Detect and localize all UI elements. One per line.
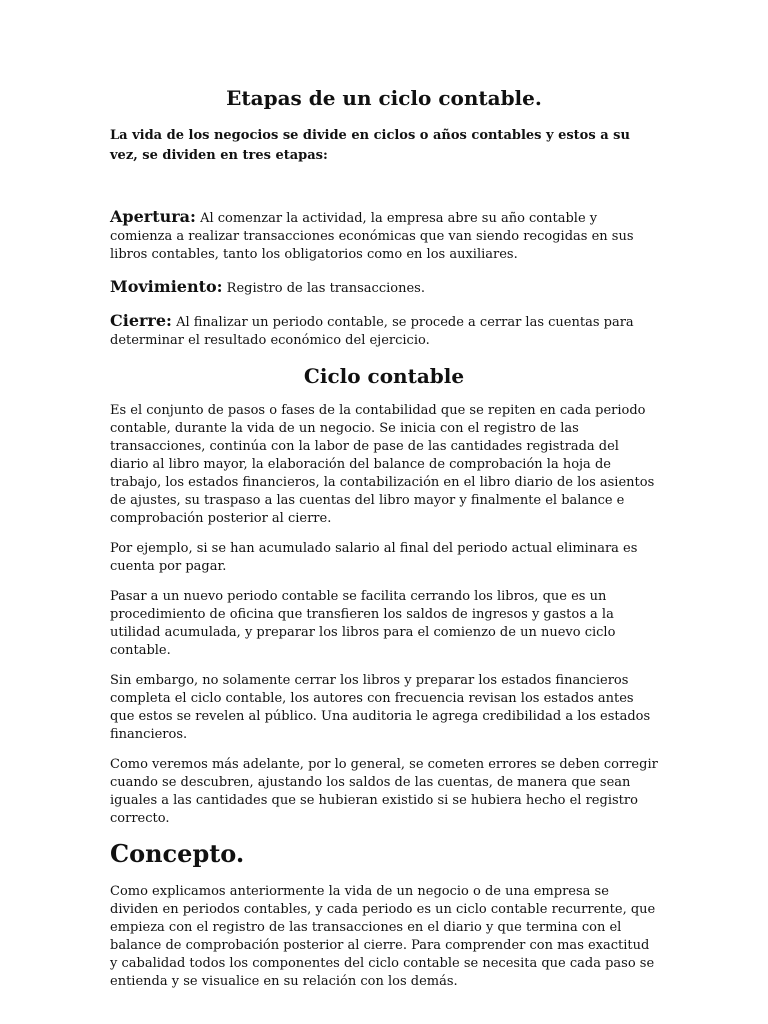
document-page bbox=[110, 86, 658, 1003]
body-paragraph: Por ejemplo, si se han acumulado salario al final del periodo actual eliminara es cuenta por pagar. bbox=[110, 541, 638, 574]
concept-paragraph: Como explicamos anteriormente la vida de un negocio o de una empresa se dividen en periodos contables, y cada periodo es un ciclo contable recurrente, que empieza con el registro de las transacciones en el diario y que termina con el balance de comprobación posterior al cierre. Para comprender con mas exactitud y cabalidad todos los componentes del ciclo contable se necesita que cada paso se entienda y se visualice en su relación con los demás. bbox=[110, 883, 656, 989]
body-paragraph: Pasar a un nuevo periodo contable se facilita cerrando los libros, que es un procedimiento de oficina que transfieren los saldos de ingresos y gastos a la utilidad acumulada, y preparar los libros para el comienzo de un nuevo ciclo contable. bbox=[110, 589, 616, 658]
intro-paragraph: La vida de los negocios se divide en ciclos o años contables y estos a su vez, se dividen en tres etapas: bbox=[110, 128, 630, 163]
stage-label: Cierre: bbox=[110, 311, 172, 330]
stage-label: Apertura: bbox=[110, 207, 196, 226]
page-title: Etapas de un ciclo contable. bbox=[226, 86, 542, 110]
body-paragraph: Es el conjunto de pasos o fases de la contabilidad que se repiten en cada periodo contable, durante la vida de un negocio. Se inicia con el registro de las transacciones, continúa con la labor de pase de las cantidades registrada del diario al libro mayor, la elaboración del balance de comprobación la hoja de trabajo, los estados financieros, la contabilización en el libro diario de los asientos de ajustes, su traspaso a las cuentas del libro mayor y finalmente el balance e comprobación posterior al cierre. bbox=[110, 403, 655, 526]
body-paragraph: Sin embargo, no solamente cerrar los libros y preparar los estados financieros completa el ciclo contable, los autores con frecuencia revisan los estados antes que estos se revelen al público. Una auditoria le agrega credibilidad a los estados financieros. bbox=[110, 673, 651, 742]
stage-text: Al finalizar un periodo contable, se procede a cerrar las cuentas para determinar el resultado económico del ejercicio. bbox=[110, 315, 634, 348]
body-paragraph: Como veremos más adelante, por lo general, se cometen errores se deben corregir cuando se descubren, ajustando los saldos de las cuentas, de manera que sean iguales a las cantidades que se hubieran existido si se hubiera hecho el registro correcto. bbox=[110, 757, 658, 826]
stage-cierre bbox=[110, 312, 658, 350]
stage-label: Movimiento: bbox=[110, 277, 223, 296]
stage-text: Registro de las transacciones. bbox=[222, 281, 425, 296]
concept-title: Concepto. bbox=[110, 839, 245, 868]
section-title: Ciclo contable bbox=[303, 364, 465, 388]
stage-text: Al comenzar la actividad, la empresa abre su año contable y comienza a realizar transacciones económicas que van siendo recogidas en sus libros contables, tanto los obligatorios como en los auxiliares. bbox=[110, 211, 634, 262]
stage-movimiento bbox=[110, 278, 658, 298]
stage-apertura bbox=[110, 208, 658, 264]
